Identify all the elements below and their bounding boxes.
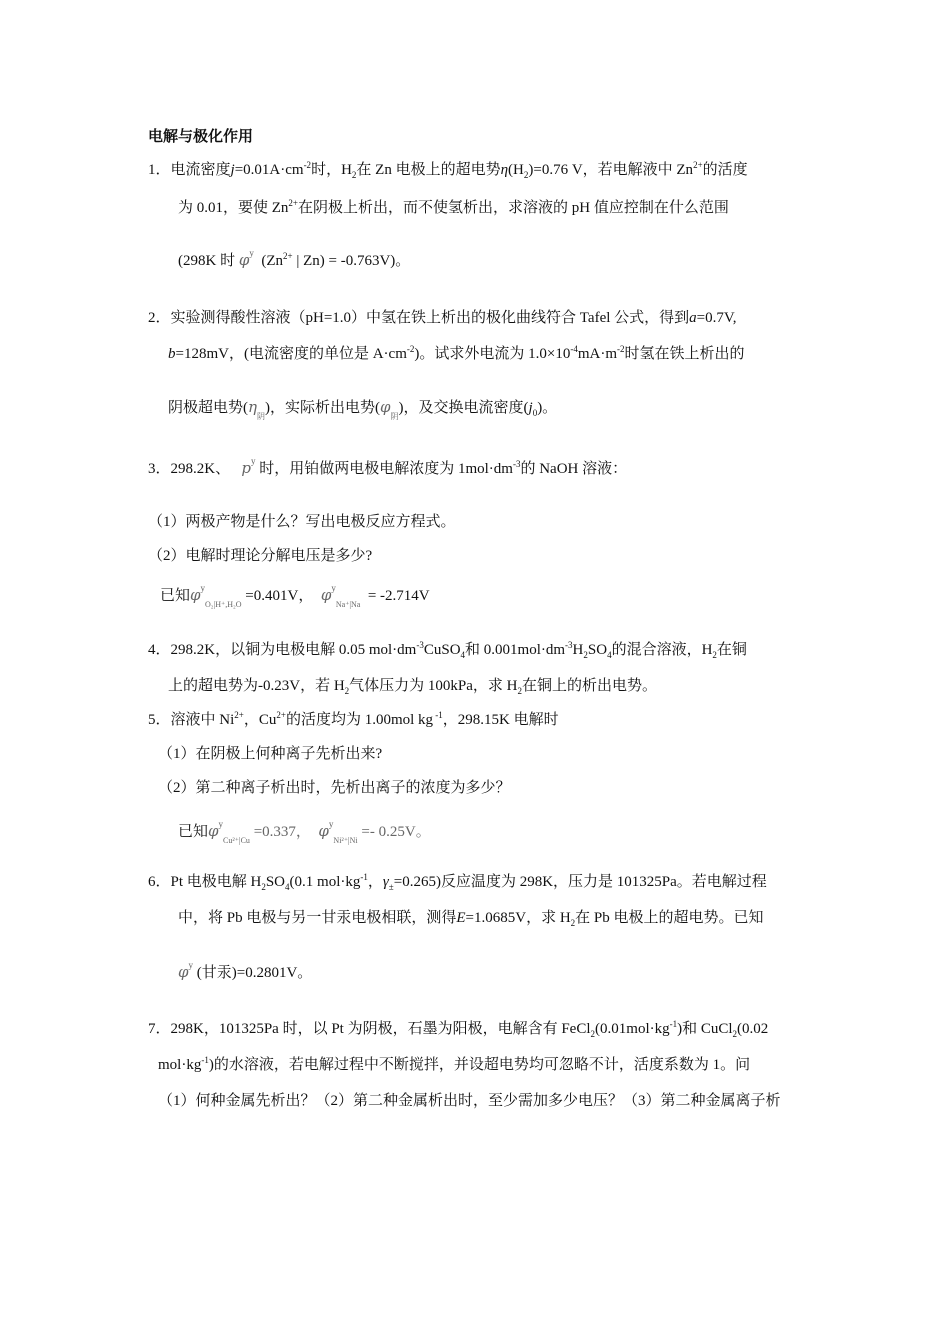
phi-symbol: φ <box>320 586 332 604</box>
problem-7-line-1: 7．298K，101325Pa 时，以 Pt 为阴极，石墨为阳极，电解含有 $FeCl_2(0.01mol\cdot kg^{-1})$和 CuCl$_2$(0.02 <box>148 1019 769 1039</box>
problem-4-line-2: 上的超电势为-0.23V，若 $H_2$气体压力为 100kPa，求 $H_2$在铜上的析出电势。 <box>168 678 658 696</box>
phi-symbol: φ <box>208 822 219 840</box>
problem-5-question-1: （1）在阴极上何种离子先析出来? <box>158 746 383 762</box>
eta-symbol: η <box>248 398 257 416</box>
phi-symbol: φ <box>238 251 250 269</box>
problem-2-line-3: 阴极超电势$(\eta_阴)$，实际析出电势$(\varphi_阴)$，及交换电流密度$(j_0)$。 <box>168 398 558 421</box>
problem-3-question-2: （2）电解时理论分解电压是多少? <box>148 548 373 564</box>
problem-7-line-2: $mol\cdot kg^{-1}$)的水溶液，若电解过程中不断搅拌，并设超电势均可忽略不计，活度系数为 1。问 <box>158 1055 751 1073</box>
problem-6-line-2: 中，将 Pb 电极与另一甘汞电极相联，测得E=1.0685V，求 $H_2$在 Pb 电极上的超电势。已知 <box>178 910 764 928</box>
phi-symbol: φ <box>380 398 391 416</box>
problem-3-question-1: （1）两极产物是什么？写出电极反应方程式。 <box>148 514 456 530</box>
phi-symbol: φ <box>318 822 329 840</box>
problem-1-line-3: (298K 时 $\varphi^y$ ($Zn^{2+}$ | Zn) = -0.763V)。 <box>178 248 411 269</box>
problem-1-line-1: 1．电流密度$j=0.01A\cdot cm^{-2}$时，$H_2$在 Zn 电极上的超电势$\eta(H_2)=0.76$ V，若电解液中 $Zn^{2+}$的活度 <box>148 160 748 180</box>
problem-2-line-2: b=128mV，(电流密度的单位是 $A\cdot cm^{-2}$)。试求外电流为 $1.0\times 10^{-4}mA\cdot m^{-2}$时氢在铁上析出的 <box>168 344 745 362</box>
problem-3-line-1: 3．298.2K、 $p^y$ 时，用铂做两电极电解浓度为 $1mol\cdot dm^{-3}$的 NaOH 溶液： <box>148 456 628 477</box>
pressure-symbol: p <box>241 459 251 477</box>
problem-5-known-values: 已知$\varphi^y_{Cu^{2+}|Cu} =0.337$， $\varphi^y_{Ni^{2+}|Ni} =- 0.25V$。 <box>178 819 431 845</box>
phi-symbol: φ <box>190 586 201 604</box>
problem-5-question-2: （2）第二种离子析出时，先析出离子的浓度为多少？ <box>158 780 511 796</box>
phi-symbol: φ <box>178 963 189 981</box>
problem-4-line-1: 4．298.2K，以铜为电极电解 0.05 $mol\cdot dm^{-3}CuSO_4$和 $0.001mol\cdot dm^{-3}H_2SO_4$的混合溶液，$H_2$在铜 <box>148 640 747 660</box>
problem-6-line-1: 6．Pt 电极电解 $H_2SO_4(0.1$ $mol\cdot kg^{-1}$，$\gamma_\pm=0.265$)反应温度为 298K，压力是 101325Pa。若电解过程 <box>148 872 767 892</box>
problem-7-line-3: （1）何种金属先析出？（2）第二种金属析出时，至少需加多少电压？（3）第二种金属离子析 <box>158 1093 781 1109</box>
document-title: 电解与极化作用 <box>148 129 254 145</box>
problem-6-line-3: $\varphi^y$ (甘汞)=0.2801V。 <box>178 960 313 981</box>
problem-5-line-1: 5．溶液中 $Ni^{2+}$，$Cu^{2+}$的活度均为 1.00mol kg $^{-1}$，298.15K 电解时 <box>148 710 559 728</box>
problem-1-line-2: 为 0.01，要使 $Zn^{2+}$在阴极上析出，而不使氢析出，求溶液的 pH 值应控制在什么范围 <box>178 198 729 216</box>
problem-2-line-1: 2．实验测得酸性溶液（pH=1.0）中氢在铁上析出的极化曲线符合 Tafel 公式，得到a=0.7V, <box>148 310 737 326</box>
problem-3-known-values: 已知$\varphi^y_{O_2|H^+,H_2O} =0.401V$， $\varphi^y_{Na^+|Na} = -2.714V$ <box>160 583 430 609</box>
